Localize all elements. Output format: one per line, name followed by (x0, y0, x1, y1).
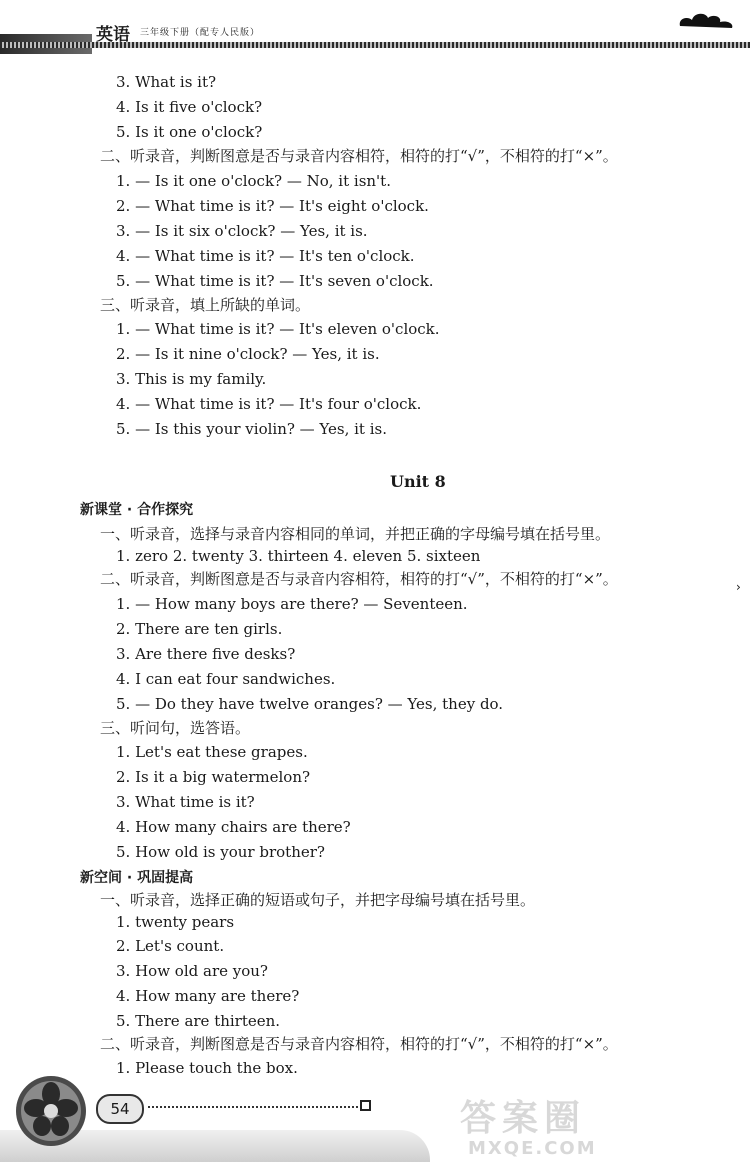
page-footer (0, 1060, 750, 1162)
text-line: 4. How many are there? (116, 987, 300, 1005)
subject-title: 英语 (96, 25, 130, 45)
text-line: 3. How old are you? (116, 962, 268, 980)
question-heading: 二、听录音，判断图意是否与录音内容相符，相符的打“√”，不相符的打“×”。 (100, 1035, 618, 1053)
square-marker (360, 1100, 371, 1111)
question-heading: 一、听录音，选择与录音内容相同的单词，并把正确的字母编号填在括号里。 (100, 525, 611, 543)
text-line: 1. — Is it one o'clock? — No, it isn't. (116, 172, 391, 190)
text-line: 3. What is it? (116, 73, 217, 91)
watermark-url: MXQE.COM (468, 1138, 597, 1159)
flower-icon (14, 1074, 88, 1148)
text-line: 5. Is it one o'clock? (116, 123, 263, 141)
page-header (0, 0, 750, 56)
text-line: 4. — What time is it? — It's four o'clock. (116, 395, 422, 413)
text-line: 5. There are thirteen. (116, 1012, 281, 1030)
text-line: 3. — Is it six o'clock? — Yes, it is. (116, 222, 368, 240)
page-number: 54 (96, 1094, 144, 1124)
question-heading: 二、听录音，判断图意是否与录音内容相符，相符的打“√”，不相符的打“×”。 (100, 147, 618, 165)
text-line: 1. — How many boys are there? — Seventeen. (116, 595, 468, 613)
question-heading: 三、听问句，选答语。 (100, 719, 251, 737)
text-line: 3. This is my family. (116, 370, 267, 388)
text-line: 4. How many chairs are there? (116, 818, 351, 836)
text-line: 1. Let's eat these grapes. (116, 743, 308, 761)
text-line: 2. Is it a big watermelon? (116, 768, 311, 786)
grade-label: 三年级下册（配专人民版） (140, 28, 261, 38)
text-line: 5. — Is this your violin? — Yes, it is. (116, 420, 387, 438)
text-line: 4. I can eat four sandwiches. (116, 670, 336, 688)
question-heading: 二、听录音，判断图意是否与录音内容相符，相符的打“√”，不相符的打“×”。 (100, 570, 618, 588)
section-title: 新课堂 · 合作探究 (80, 502, 194, 518)
question-heading: 一、听录音，选择正确的短语或句子，并把字母编号填在括号里。 (100, 891, 536, 909)
text-line: 5. — What time is it? — It's seven o'clock. (116, 272, 434, 290)
text-line: 5. How old is your brother? (116, 843, 325, 861)
text-line: 1. Please touch the box. (116, 1059, 298, 1077)
text-line: 2. There are ten girls. (116, 620, 283, 638)
text-line: 1. — What time is it? — It's eleven o'clock. (116, 320, 440, 338)
text-line: 3. Are there five desks? (116, 645, 296, 663)
text-line: 2. — Is it nine o'clock? — Yes, it is. (116, 345, 380, 363)
text-line: 1. zero 2. twenty 3. thirteen 4. eleven 5. sixteen (116, 547, 481, 565)
text-line: 4. — What time is it? — It's ten o'clock. (116, 247, 415, 265)
cloud-icon (676, 8, 736, 30)
text-line: 5. — Do they have twelve oranges? — Yes, they do. (116, 695, 504, 713)
text-line: 2. — What time is it? — It's eight o'clock. (116, 197, 429, 215)
margin-mark: › (736, 580, 741, 594)
text-line: 3. What time is it? (116, 793, 255, 811)
text-line: 1. twenty pears (116, 913, 235, 931)
watermark-text: 答案圈 (460, 1098, 587, 1139)
watermark (460, 1090, 740, 1160)
text-line: 4. Is it five o'clock? (116, 98, 263, 116)
text-line: 2. Let's count. (116, 937, 225, 955)
dotted-rule (148, 1106, 358, 1108)
question-heading: 三、听录音，填上所缺的单词。 (100, 296, 311, 314)
section-title: 新空间 · 巩固提高 (80, 870, 194, 886)
unit-title: Unit 8 (390, 472, 446, 491)
